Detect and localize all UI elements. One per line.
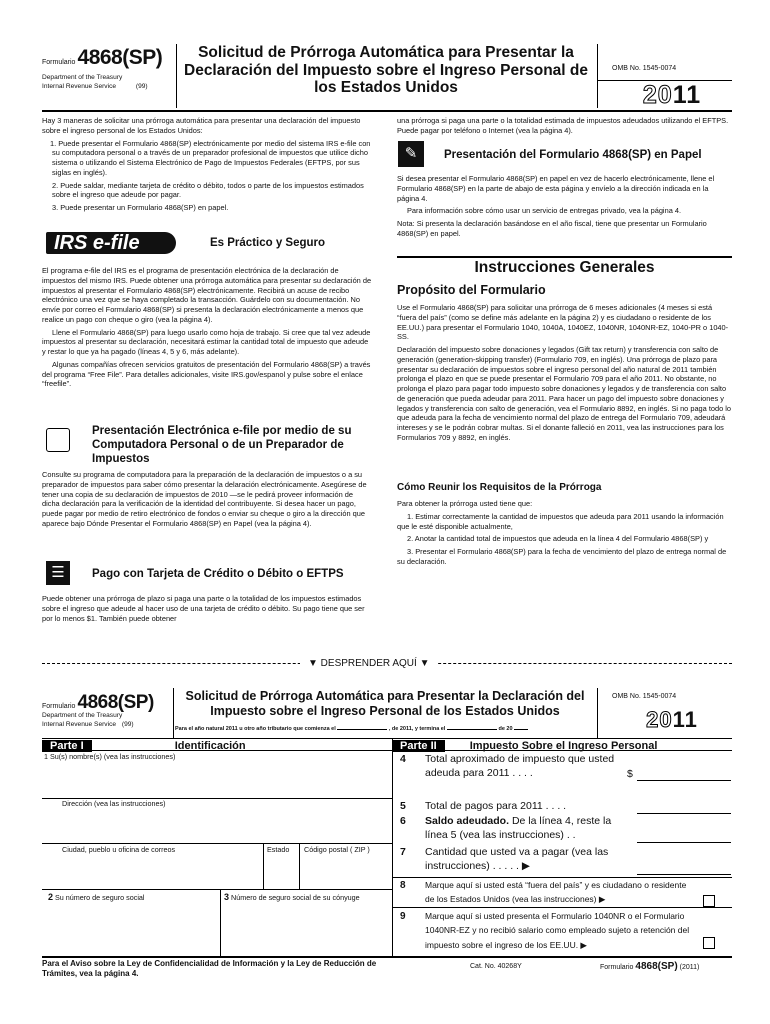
line-9-checkbox[interactable] bbox=[703, 937, 715, 949]
catalog-number: Cat. No. 40268Y bbox=[470, 963, 522, 970]
part-1-bar bbox=[42, 738, 392, 751]
irs-label-lower bbox=[42, 721, 174, 730]
efile-paragraph-3: Algunas compañías ofrecen servicios gratuitos de presentación del Formulario 4868(SP) a través del programa “Free File”. Para detalles adicionales, visite IRS.gov/espanol y pulse sobre el enlace “freefile”. bbox=[42, 359, 371, 389]
form-title-lower: Solicitud de Prórroga Automática para Presentar la Declaración del Impuesto sobre el Ingreso Personal de los Estados Unidos bbox=[185, 689, 585, 718]
way-3: 3. Puede presentar un Formulario 4868(SP) en papel. bbox=[52, 203, 229, 213]
paper-paragraph-1: Si desea presentar el Formulario 4868(SP) en papel en vez de hacerlo electrónicamente, llene el Formulario 4868(SP) en la parte de abajo de esta página y envíelo a la dirección indicada en la página 4. bbox=[397, 174, 715, 203]
form-word: Formulario bbox=[42, 59, 76, 66]
line-6-text: De la línea 4, reste la línea 5 (vea las instrucciones) . . bbox=[425, 815, 612, 841]
line-6-label bbox=[425, 815, 625, 842]
line-4-label: Total aproximado de impuesto que usted adeuda para 2011 . . . . bbox=[425, 753, 615, 779]
footer-year: (2011) bbox=[679, 964, 700, 971]
detach-label: ▼ DESPRENDER AQUÍ ▼ bbox=[300, 657, 437, 670]
irs-label bbox=[42, 83, 174, 92]
eftps-continuation: una prórroga si paga una parte o la totalidad estimada de impuestos adeudados utilizando el EFTPS. Puede pagar por teléfono o Internet (vea la página 4). bbox=[397, 116, 729, 135]
year-line-b: , de 2011, y termina el bbox=[388, 726, 446, 732]
requirements-intro: Para obtener la prórroga usted tiene que: bbox=[397, 499, 533, 508]
name-field-label: 1 Su(s) nombre(s) (vea las instrucciones) bbox=[44, 752, 176, 761]
form-title: Solicitud de Prórroga Automática para Presentar la Declaración del Impuesto sobre el Ingreso Personal de los Estados Unidos bbox=[184, 44, 588, 96]
left-column bbox=[42, 116, 372, 216]
line-7-number: 7 bbox=[400, 846, 406, 858]
form-id-block-lower bbox=[42, 690, 174, 729]
line-6-amount[interactable] bbox=[637, 830, 731, 843]
omb-number-lower: OMB No. 1545-0074 bbox=[612, 693, 677, 700]
computer-icon bbox=[46, 428, 70, 452]
seq-number-lower: (99) bbox=[121, 720, 134, 728]
line-5-number: 5 bbox=[400, 800, 406, 812]
paper-paragraph-2: Para información sobre cómo usar un servicio de entregas privado, vea la página 4. bbox=[407, 206, 682, 216]
line-7-label: Cantidad que usted va a pagar (vea las instrucciones) . . . . . ▶ bbox=[425, 846, 609, 872]
line-6-bold-label: Saldo adeudado. bbox=[425, 815, 510, 827]
irs-text: Internal Revenue Service bbox=[42, 82, 117, 90]
year-solid-lower: 11 bbox=[672, 707, 698, 733]
irs-efile-logo bbox=[46, 232, 176, 254]
line-8-label: Marque aquí si usted está “fuera del país” y es ciudadano o residente de los Estados Unidos (vea las instrucciones) ▶ bbox=[425, 880, 687, 905]
year-outline: 20 bbox=[642, 81, 673, 110]
card-paragraph: Puede obtener una prórroga de plazo si paga una parte o la totalidad de los impuestos estimados sobre el ingreso que adeude al hacer uso de una tarjeta de crédito o débito. Su pago tiene que ser por lo menos $1. También puede obtener bbox=[42, 594, 365, 623]
part-2-bar bbox=[392, 738, 732, 751]
right-column bbox=[397, 116, 732, 139]
part-2-tag: Parte II bbox=[392, 740, 445, 752]
privacy-notice: Para el Aviso sobre la Ley de Confidencialidad de Información y la Ley de Reducción de Trámites, vea la página 4. bbox=[42, 959, 377, 979]
pen-icon: ✎ bbox=[398, 141, 424, 167]
line-4-amount[interactable] bbox=[637, 768, 731, 781]
address-field[interactable] bbox=[62, 799, 387, 843]
pc-heading: Presentación Electrónica e-file por medio de su Computadora Personal o de un Preparador de Impuestos bbox=[92, 425, 352, 465]
line-8-checkbox[interactable] bbox=[703, 895, 715, 907]
year-solid: 11 bbox=[672, 81, 702, 110]
efile-paragraph-2: Llene el Formulario 4868(SP) para luego usarlo como hoja de trabajo. Si cree que tal vez adeude impuestos al presentar su declaración, necesitará estimar la cantidad total de impuesto que adeude y restar lo que ya ha pagado (líneas 4, 5 y 6, más adelante). bbox=[42, 327, 371, 357]
pc-section bbox=[42, 470, 372, 532]
requirement-1: 1. Estimar correctamente la cantidad de impuestos que adeuda para 2011 usando la información que le esté disponible actualmente, bbox=[397, 511, 724, 531]
efile-heading: Es Práctico y Seguro bbox=[210, 237, 326, 249]
instructions-heading: Instrucciones Generales bbox=[474, 259, 655, 276]
purpose-paragraph-1: Use el Formulario 4868(SP) para solicitar una prórroga de 6 meses adicionales (4 meses si está “fuera del país” (como se define más adelante en la página 2) y es ciudadano o residente de los EE.UU.) para presentar el Formulario 1040, 1040A, 1040EZ, 1040NR, 1040NR-EZ, 1040-PR o 1040-SS. bbox=[397, 303, 729, 342]
part-1-title: Identificación bbox=[174, 740, 246, 752]
footer-form-number: 4868(SP) bbox=[635, 961, 678, 972]
paper-note: Nota: Si presenta la declaración basándose en el año fiscal, tiene que presentar un Formulario 4868(SP) en papel. bbox=[397, 219, 707, 238]
state-field[interactable] bbox=[267, 845, 299, 889]
part-1-tag: Parte I bbox=[42, 740, 92, 752]
card-heading: Pago con Tarjeta de Crédito o Débito o EFTPS bbox=[92, 568, 344, 580]
year-outline-lower: 20 bbox=[646, 707, 673, 733]
address-field-label: Dirección (vea las instrucciones) bbox=[62, 799, 166, 808]
dollar-sign: $ bbox=[627, 768, 633, 780]
year-begin-field[interactable] bbox=[337, 729, 387, 730]
line-5-label: Total de pagos para 2011 . . . . bbox=[425, 800, 567, 812]
footer-form-word: Formulario bbox=[600, 964, 634, 971]
efile-paragraph-1: El programa e-file del IRS es el programa de presentación electrónica de la declaración de impuestos del mismo IRS. Puede obtener una prórroga automática para presentar su declaración de impuestos al presentar el Formulario 4868(SP) electrónicamente. Recibirá un acuse de recibo electrónico una vez que se haya completado la transacción. Guárdelo con su documentación. No envíe por correo el Formulario 4868(SP) si presenta la declaración electrónicamente a menos que realice un pago con cheque o giro (vea la página 4). bbox=[42, 266, 372, 324]
efile-logo-text: IRS e-file bbox=[54, 232, 140, 254]
requirements-section bbox=[397, 499, 732, 570]
omb-number: OMB No. 1545-0074 bbox=[612, 65, 677, 72]
line-9-number: 9 bbox=[400, 911, 406, 922]
tax-year-line bbox=[175, 726, 595, 733]
city-field-label: Ciudad, pueblo u oficina de correos bbox=[62, 845, 176, 854]
year-line-c: de 20 bbox=[498, 726, 513, 732]
part-2-title: Impuesto Sobre el Ingreso Personal bbox=[469, 740, 658, 752]
zip-field-label: Código postal ( ZIP ) bbox=[304, 845, 370, 854]
year-end-suffix-field[interactable] bbox=[514, 729, 528, 730]
omb-block bbox=[612, 64, 732, 112]
card-section bbox=[42, 594, 372, 626]
paper-heading: Presentación del Formulario 4868(SP) en Papel bbox=[444, 149, 702, 161]
purpose-section bbox=[397, 303, 732, 446]
requirement-3: 3. Presentar el Formulario 4868(SP) para la fecha de vencimiento del plazo de entrega normal de su declaración. bbox=[397, 547, 727, 566]
zip-field[interactable] bbox=[304, 845, 390, 889]
footer-form-id bbox=[600, 960, 699, 973]
tax-year bbox=[612, 79, 732, 112]
line-6-number: 6 bbox=[400, 815, 406, 827]
omb-block-lower bbox=[612, 692, 732, 734]
requirement-2: 2. Anotar la cantidad total de impuestos que adeuda en la línea 4 del Formulario 4868(SP) y bbox=[407, 534, 709, 544]
dept-label-lower: Department of the Treasury bbox=[42, 712, 123, 719]
spouse-ssn-field-label: Número de seguro social de su cónyuge bbox=[231, 893, 360, 902]
dept-label: Department of the Treasury bbox=[42, 74, 123, 81]
ssn-field-label: Su número de seguro social bbox=[55, 893, 145, 902]
year-end-field[interactable] bbox=[447, 729, 497, 730]
line-5-amount[interactable] bbox=[637, 801, 731, 814]
name-field[interactable] bbox=[44, 752, 389, 798]
year-line-a: Para el año natural 2011 u otro año tributario que comienza el bbox=[175, 726, 336, 732]
efile-section bbox=[42, 266, 372, 392]
ssn-field-number: 2 bbox=[48, 892, 54, 902]
paper-section bbox=[397, 174, 732, 242]
pc-paragraph: Consulte su programa de computadora para la preparación de la declaración de impuestos o a su preparador de impuestos para saber cómo presentar la delaración electrónicamente. Asegúrese de tener una copia de su declaración de impuestos de 2010 —se le pedirá proveer información de dicha declaración para la verificación de la identidad del contribuyente. Si desea hacer un pago, puede pagar por medio de retiro electrónico de fondos o enviar su cheque o giro a la dirección que aparece bajo Dónde Presentar el Formulario 4868(SP) en Papel (vea la página 4). bbox=[42, 470, 367, 528]
form-number: 4868(SP) bbox=[77, 46, 163, 69]
seq-number: (99) bbox=[135, 82, 148, 90]
form-word-lower: Formulario bbox=[42, 703, 76, 710]
intro-text: Hay 3 maneras de solicitar una prórroga automática para presentar una declaración del impuesto sobre el ingreso personal de los Estados Unidos: bbox=[42, 116, 361, 135]
spouse-ssn-field-number: 3 bbox=[224, 892, 230, 902]
line-7-amount[interactable] bbox=[637, 862, 731, 875]
requirements-heading: Cómo Reunir los Requisitos de la Prórroga bbox=[397, 482, 602, 493]
purpose-heading: Propósito del Formulario bbox=[397, 283, 546, 297]
irs-text-lower: Internal Revenue Service bbox=[42, 720, 117, 728]
way-2: 2. Puede saldar, mediante tarjeta de crédito o débito, todos o parte de los impuestos estimados sobre el ingreso que adeude por pagar. bbox=[52, 180, 364, 200]
city-field[interactable] bbox=[62, 845, 262, 889]
form-number-lower: 4868(SP) bbox=[77, 692, 154, 713]
line-4-number: 4 bbox=[400, 753, 406, 765]
spouse-ssn-field[interactable] bbox=[224, 892, 389, 952]
line-9-label: Marque aquí si usted presenta el Formulario 1040NR o el Formulario 1040NR-EZ y no recibió salario como empleado sujeto a retención del impuesto sobre el ingreso de los EE.UU. ▶ bbox=[425, 911, 690, 950]
form-id-block bbox=[42, 44, 174, 91]
tax-year-lower bbox=[612, 705, 732, 734]
purpose-paragraph-2: Declaración del impuesto sobre donaciones y legados (Gift tax return) y transferencia con salto de generación (generation-skipping transfer) (Formulario 709, en inglés). Una prórroga de plazo para presentar su declaración de impuestos sobre el ingreso personal del año natural de 2011 también prolonga el plazo en que se puede presentar el Formulario 709 para el año 2011. No obstante, no prolonga el plazo para pagar todo impuesto sobre donaciones y legados y de transferencia con salto de generación que pueda adeudar para 2011. Para hacer un pago del impuesto sobre donaciones y legados y transferencia con salto de generación, vea el Formulario 8892, en inglés. Si no paga todo lo que adeuda para la fecha de vencimiento normal del plazo de entrega del Formulario 709, adeudará intereses y se le podrán cobrar multas. Si el donante falleció en 2011, vea las instrucciones para los Formularios 709 y 8892, en inglés. bbox=[397, 345, 732, 442]
ssn-field[interactable] bbox=[48, 892, 218, 952]
way-1: 1. Puede presentar el Formulario 4868(SP) electrónicamente por medio del sistema IRS e-file con su computadora personal o a través de un preparador profesional de impuestos que utilice dicho sistema o utilizando el Sistema Electrónico de Pago de Impuestos Federales (EFTPS, por sus siglas en inglés). bbox=[50, 138, 371, 177]
credit-card-icon: ☰ bbox=[46, 561, 70, 585]
state-field-label: Estado bbox=[267, 845, 290, 854]
line-8-number: 8 bbox=[400, 880, 406, 891]
